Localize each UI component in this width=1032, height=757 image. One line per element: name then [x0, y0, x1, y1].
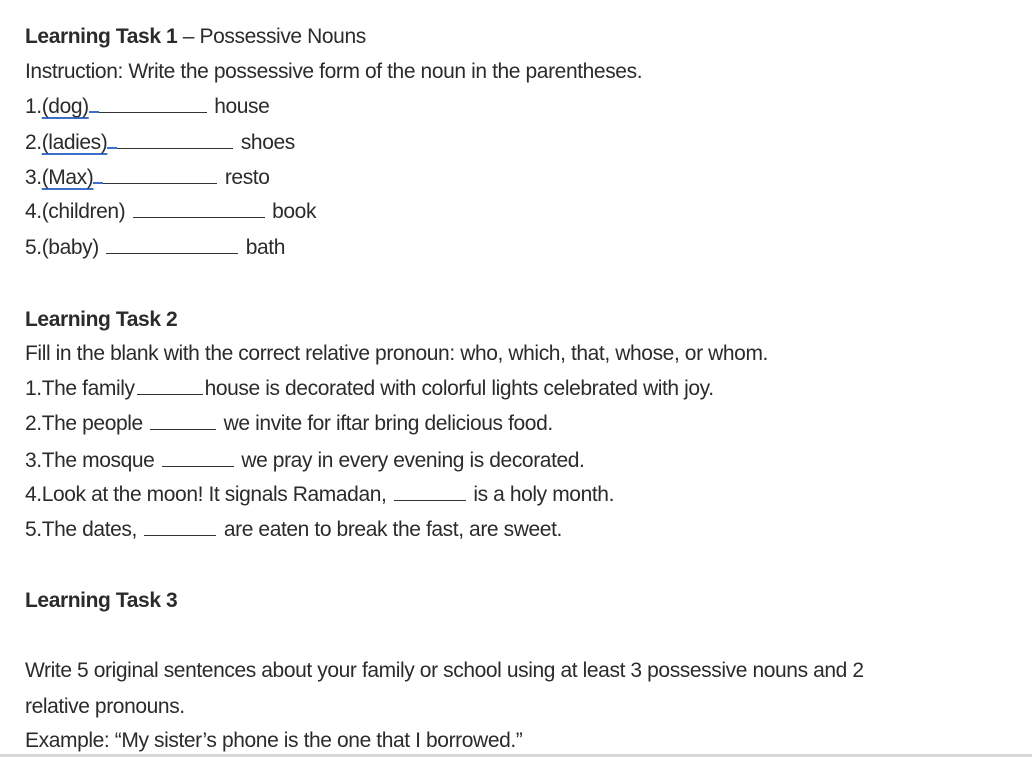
pronoun-blank-3[interactable]	[162, 448, 234, 467]
answer-blank-3[interactable]	[103, 165, 217, 184]
sentence-before: 1.The family	[25, 377, 135, 400]
pronoun-blank-2[interactable]	[150, 411, 216, 430]
sentence-before: 3.The mosque	[25, 449, 155, 472]
task1-title-rest: – Possessive Nouns	[177, 25, 366, 48]
sentence-after: house is decorated with colorful lights celebrated with joy.	[204, 377, 714, 400]
sentence-before: 2.The people	[25, 412, 143, 435]
task3-heading: Learning Task 3	[25, 589, 178, 612]
task2-instruction: Fill in the blank with the correct relative pronoun: who, which, that, whose, or whom.	[25, 342, 768, 365]
item-number: 4.	[25, 200, 42, 223]
item-after-text: book	[272, 200, 317, 223]
noun-ladies: (ladies)	[41, 131, 108, 154]
task2-item-2	[25, 409, 553, 439]
task1-item-3	[25, 163, 270, 193]
answer-blank-4[interactable]	[133, 199, 265, 218]
sentence-before: 4.Look at the moon! It signals Ramadan,	[25, 483, 387, 506]
task2-item-5	[25, 515, 562, 545]
task1-item-1	[25, 92, 269, 122]
item-after-text: resto	[224, 166, 270, 189]
noun-baby: (baby)	[41, 236, 99, 259]
answer-blank-1[interactable]	[99, 94, 207, 113]
task3-instruction-line2: relative pronouns.	[25, 695, 185, 718]
noun-dog: (dog)	[41, 95, 89, 118]
item-number: 2.	[25, 131, 42, 154]
noun-max: (Max)	[41, 166, 94, 189]
item-number: 1.	[25, 95, 42, 118]
answer-blank-2[interactable]	[117, 130, 233, 149]
pronoun-blank-1[interactable]	[137, 376, 203, 395]
item-number: 5.	[25, 236, 42, 259]
task3-example: Example: “My sister’s phone is the one that I borrowed.”	[25, 729, 523, 752]
answer-blank-5[interactable]	[106, 235, 238, 254]
task2-item-1	[25, 374, 714, 404]
item-number: 3.	[25, 166, 42, 189]
item-after-text: house	[214, 95, 270, 118]
blue-underline-mark	[89, 93, 99, 113]
task2-heading: Learning Task 2	[25, 308, 178, 331]
sentence-after: is a holy month.	[473, 483, 615, 506]
sentence-after: we pray in every evening is decorated.	[241, 449, 585, 472]
pronoun-blank-5[interactable]	[144, 517, 216, 536]
sentence-before: 5.The dates,	[25, 518, 137, 541]
task1-item-4	[25, 197, 316, 227]
noun-children: (children)	[41, 200, 126, 223]
blue-underline-mark	[107, 129, 117, 149]
item-after-text: shoes	[240, 131, 295, 154]
item-after-text: bath	[245, 236, 285, 259]
task3-instruction-line1: Write 5 original sentences about your family or school using at least 3 possessive nouns and 2	[25, 659, 864, 682]
task1-title-bold: Learning Task 1	[25, 25, 178, 48]
task2-item-3	[25, 446, 585, 476]
blue-underline-mark	[93, 164, 103, 184]
pronoun-blank-4[interactable]	[394, 482, 466, 501]
sentence-after: we invite for iftar bring delicious food.	[223, 412, 553, 435]
task2-item-4	[25, 480, 614, 510]
task1-item-2	[25, 128, 295, 158]
task1-heading	[25, 22, 366, 52]
task1-item-5	[25, 233, 285, 263]
sentence-after: are eaten to break the fast, are sweet.	[223, 518, 562, 541]
task1-instruction: Instruction: Write the possessive form of the noun in the parentheses.	[25, 60, 643, 83]
